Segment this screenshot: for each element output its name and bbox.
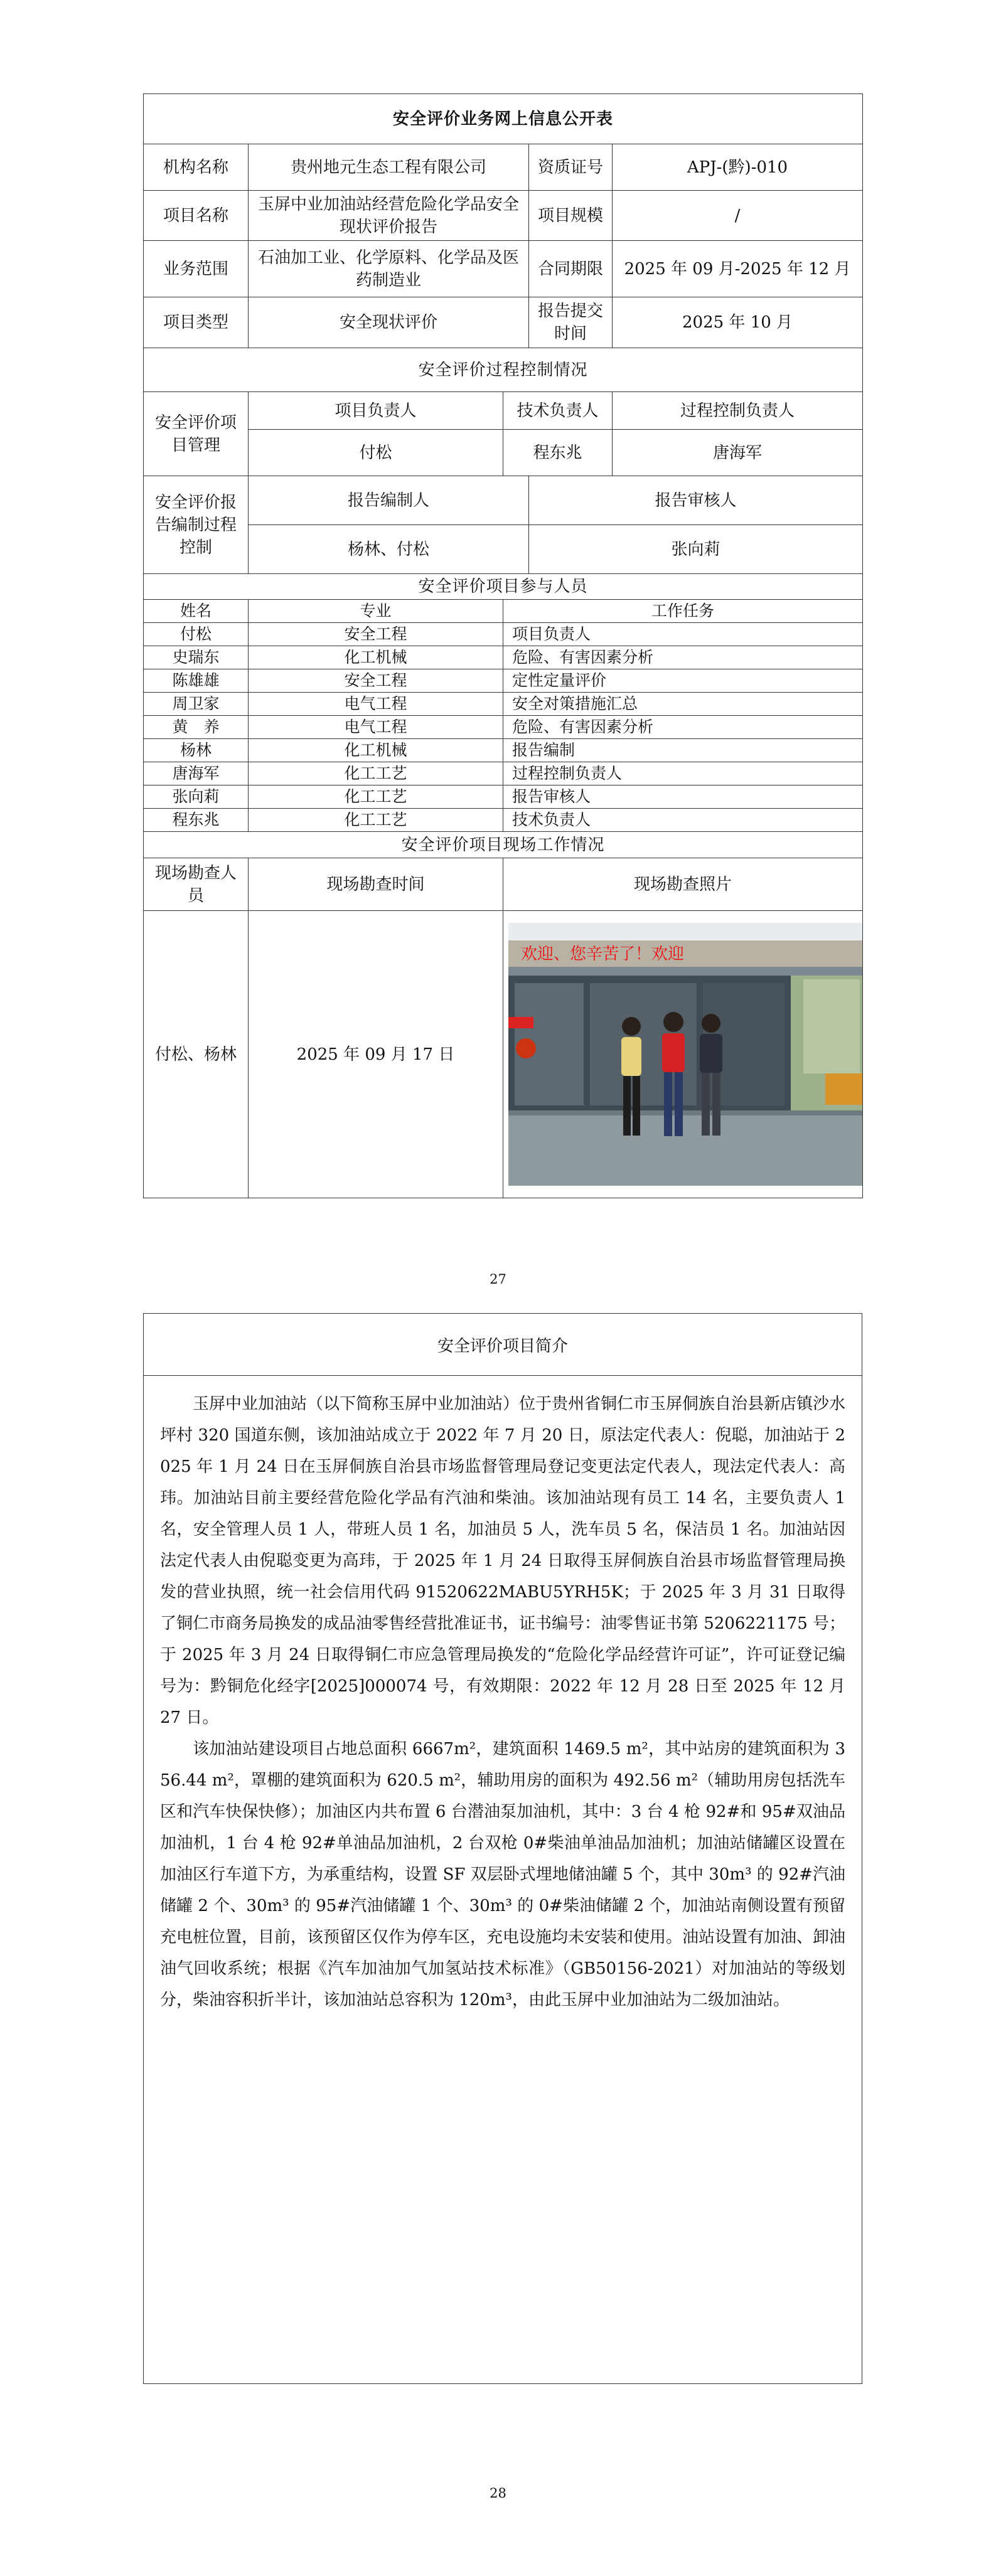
scope-label: 业务范围 — [144, 241, 249, 297]
participant-major: 化工工艺 — [249, 809, 503, 832]
site-header-photo: 现场勘查照片 — [503, 858, 863, 911]
participant-task: 报告编制 — [503, 739, 863, 762]
site-photo-illustration — [508, 923, 863, 1186]
participant-name: 张向莉 — [144, 785, 249, 809]
process-section-title: 安全评价过程控制情况 — [144, 348, 863, 392]
page-number-27: 27 — [490, 1272, 506, 1287]
intro-paragraph: 玉屏中业加油站（以下简称玉屏中业加油站）位于贵州省铜仁市玉屏侗族自治县新店镇沙水坪村 320 国道东侧，该加油站成立于 2022 年 7 月 20 日，原法定代表人：倪聪，加油站于 2025 年 1 月 24 日在玉屏侗族自治县市场监督管理局登记变更法定代表人，现法定代表人：高玮。加油站目前主要经营危险化学品有汽油和柴油。该加油站现有员工 14 名，主要负责人 1 名，安全管理人员 1 人，带班人员 1 名，加油员 5 人，洗车员 5 名，保洁员 1 名。加油站因法定代表人由倪聪变更为高玮，于 2025 年 1 月 24 日取得玉屏侗族自治县市场监督管理局换发的营业执照，统一社会信用代码 91520622MABU5YRH5K；于 2025 年 3 月 31 日取得了铜仁市商务局换发的成品油零售经营批准证书，证书编号：油零售证书第 5206221175 号；于 2025 年 3 月 24 日取得铜仁市应急管理局换发的“危险化学品经营许可证”，许可证登记编号为：黔铜危化经字[2025]000074 号，有效期限：2022 年 12 月 28 日至 2025 年 12 月 27 日。 — [160, 1395, 846, 1727]
page-number-28: 28 — [490, 2486, 506, 2501]
participant-name: 周卫家 — [144, 693, 249, 716]
participant-name: 史瑞东 — [144, 646, 249, 669]
intro-paragraph: 该加油站建设项目占地总面积 6667m²，建筑面积 1469.5 m²，其中站房的建筑面积为 356.44 m²，罩棚的建筑面积为 620.5 m²，辅助用房的面积为 492.56 m²（辅助用房包括洗车区和汽车快保快修）；加油区内共布置 6 台潜油泵加油机，其中：3 台 4 枪 92#和 95#双油品加油机，1 台 4 枪 92#单油品加油机，2 台双枪 0#柴油单油品加油机；加油站储罐区设置在加油区行车道下方，为承重结构，设置 SF 双层卧式埋地储油罐 5 个，其中 30m³ 的 92#汽油储罐 2 个、30m³ 的 95#汽油储罐 1 个、30m³ 的 0#柴油储罐 2 个，加油站南侧设置有预留充电桩位置，目前，该预留区仅作为停车区，充电设施均未安装和使用。油站设置有加油、卸油油气回收系统；根据《汽车加油加气加氢站技术标准》（GB50156-2021）对加油站的等级划分，柴油容积折半计，该加油站总容积为 120m³，由此玉屏中业加油站为二级加油站。 — [160, 1740, 846, 2009]
cert-label: 资质证号 — [529, 144, 613, 191]
participant-task: 危险、有害因素分析 — [503, 716, 863, 739]
participants-header-major: 专业 — [249, 600, 503, 623]
table-row — [144, 739, 863, 762]
participant-name: 付松 — [144, 623, 249, 646]
mgmt-value-control: 唐海军 — [613, 430, 863, 476]
scale-value: / — [613, 191, 863, 241]
intro-box — [143, 1313, 862, 2384]
participant-major: 安全工程 — [249, 623, 503, 646]
table-row — [144, 809, 863, 832]
participant-major: 化工机械 — [249, 739, 503, 762]
participants-header-task: 工作任务 — [503, 600, 863, 623]
participant-task: 技术负责人 — [503, 809, 863, 832]
participant-task: 定性定量评价 — [503, 669, 863, 693]
org-label: 机构名称 — [144, 144, 249, 191]
participant-name: 陈雄雄 — [144, 669, 249, 693]
participant-major: 化工工艺 — [249, 785, 503, 809]
submit-value: 2025 年 10 月 — [613, 297, 863, 348]
participant-task: 危险、有害因素分析 — [503, 646, 863, 669]
participant-name: 程东兆 — [144, 809, 249, 832]
table-row — [144, 669, 863, 693]
org-value: 贵州地元生态工程有限公司 — [249, 144, 529, 191]
participant-task: 过程控制负责人 — [503, 762, 863, 785]
participant-name: 黄 养 — [144, 716, 249, 739]
site-people: 付松、杨林 — [144, 911, 249, 1198]
participants-section-title: 安全评价项目参与人员 — [144, 574, 863, 600]
scale-label: 项目规模 — [529, 191, 613, 241]
period-label: 合同期限 — [529, 241, 613, 297]
project-value: 玉屏中业加油站经营危险化学品安全现状评价报告 — [249, 191, 529, 241]
table-row — [144, 716, 863, 739]
disclosure-table — [143, 93, 863, 1198]
type-value: 安全现状评价 — [249, 297, 529, 348]
participant-task: 项目负责人 — [503, 623, 863, 646]
scope-value: 石油加工业、化学原料、化学品及医药制造业 — [249, 241, 529, 297]
site-photo-cell — [503, 911, 863, 1198]
participant-major: 安全工程 — [249, 669, 503, 693]
mgmt-value-lead: 付松 — [249, 430, 503, 476]
mgmt-header-tech: 技术负责人 — [503, 392, 613, 430]
participant-task: 报告审核人 — [503, 785, 863, 809]
table-row — [144, 762, 863, 785]
participant-task: 安全对策措施汇总 — [503, 693, 863, 716]
table-row — [144, 693, 863, 716]
participant-name: 唐海军 — [144, 762, 249, 785]
intro-body — [144, 1376, 862, 2016]
participant-major: 电气工程 — [249, 716, 503, 739]
mgmt-value-tech: 程东兆 — [503, 430, 613, 476]
participant-major: 电气工程 — [249, 693, 503, 716]
site-date: 2025 年 09 月 17 日 — [249, 911, 503, 1198]
period-value: 2025 年 09 月-2025 年 12 月 — [613, 241, 863, 297]
site-section-title: 安全评价项目现场工作情况 — [144, 832, 863, 858]
report-header-reviewer: 报告审核人 — [529, 476, 863, 525]
report-control-label: 安全评价报告编制过程控制 — [144, 476, 249, 574]
participant-name: 杨林 — [144, 739, 249, 762]
type-label: 项目类型 — [144, 297, 249, 348]
mgmt-header-control: 过程控制负责人 — [613, 392, 863, 430]
table-row — [144, 623, 863, 646]
site-header-people: 现场勘查人员 — [144, 858, 249, 911]
cert-value: APJ-(黔)-010 — [613, 144, 863, 191]
table-title: 安全评价业务网上信息公开表 — [144, 94, 863, 144]
photo-banner-text: 欢迎、您辛苦了！欢迎 — [521, 944, 685, 963]
site-photo — [508, 923, 863, 1186]
mgmt-label: 安全评价项目管理 — [144, 392, 249, 476]
participant-major: 化工机械 — [249, 646, 503, 669]
report-value-author: 杨林、付松 — [249, 525, 529, 574]
project-label: 项目名称 — [144, 191, 249, 241]
table-row — [144, 646, 863, 669]
participant-major: 化工工艺 — [249, 762, 503, 785]
report-value-reviewer: 张向莉 — [529, 525, 863, 574]
intro-title: 安全评价项目简介 — [144, 1314, 862, 1376]
participants-header-name: 姓名 — [144, 600, 249, 623]
submit-label: 报告提交时间 — [529, 297, 613, 348]
site-header-date: 现场勘查时间 — [249, 858, 503, 911]
report-header-author: 报告编制人 — [249, 476, 529, 525]
mgmt-header-lead: 项目负责人 — [249, 392, 503, 430]
table-row — [144, 785, 863, 809]
